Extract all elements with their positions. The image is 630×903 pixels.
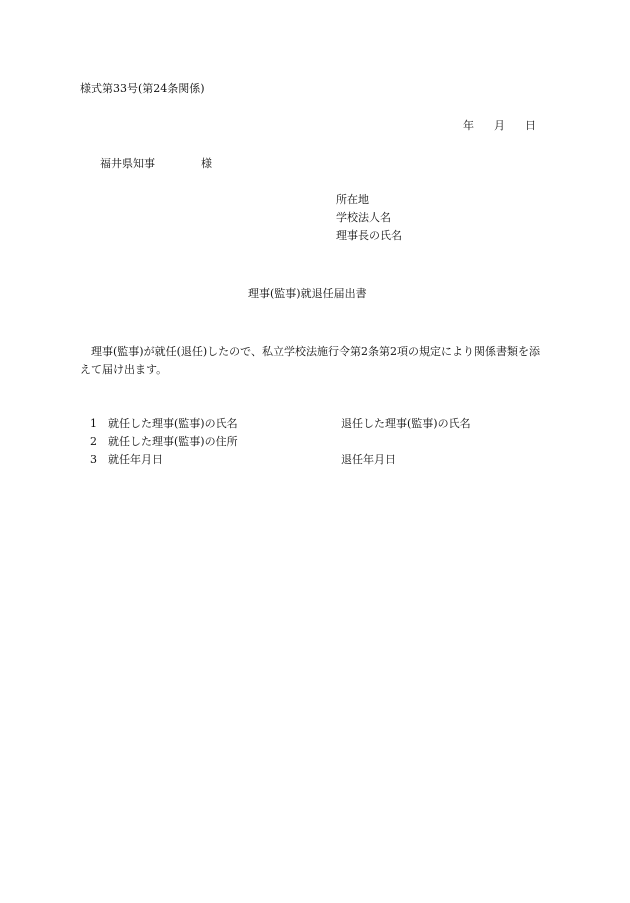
- list-item: [0, 417, 630, 431]
- day-label: 日: [525, 119, 536, 132]
- item-number: 3: [90, 453, 97, 466]
- list-item: [0, 435, 630, 449]
- sender-corp-name-label: 学校法人名: [336, 211, 391, 224]
- item-number: 1: [90, 417, 97, 430]
- item-right-label: 退任年月日: [341, 453, 396, 466]
- sender-chair-name-label: 理事長の氏名: [336, 229, 402, 242]
- month-label: 月: [494, 119, 505, 132]
- form-number: 様式第33号(第24条関係): [80, 82, 205, 95]
- item-right-label: 退任した理事(監事)の氏名: [341, 417, 471, 430]
- item-label: 就任した理事(監事)の住所: [108, 435, 238, 448]
- addressee-honorific: 様: [201, 157, 212, 170]
- addressee-name: 福井県知事: [100, 157, 155, 170]
- list-item: [0, 453, 630, 467]
- year-label: 年: [463, 119, 474, 132]
- sender-block: [336, 193, 402, 247]
- item-label: 就任年月日: [108, 453, 163, 466]
- date-line: [463, 119, 536, 133]
- sender-address-label: 所在地: [336, 193, 369, 206]
- addressee: [100, 157, 212, 171]
- document-title: 理事(監事)就退任届出書: [248, 287, 367, 300]
- item-label: 就任した理事(監事)の氏名: [108, 417, 238, 430]
- body-text: 理事(監事)が就任(退任)したので、私立学校法施行令第2条第2項の規定により関係書類を添えて届け出ます。: [80, 345, 540, 376]
- item-number: 2: [90, 435, 97, 448]
